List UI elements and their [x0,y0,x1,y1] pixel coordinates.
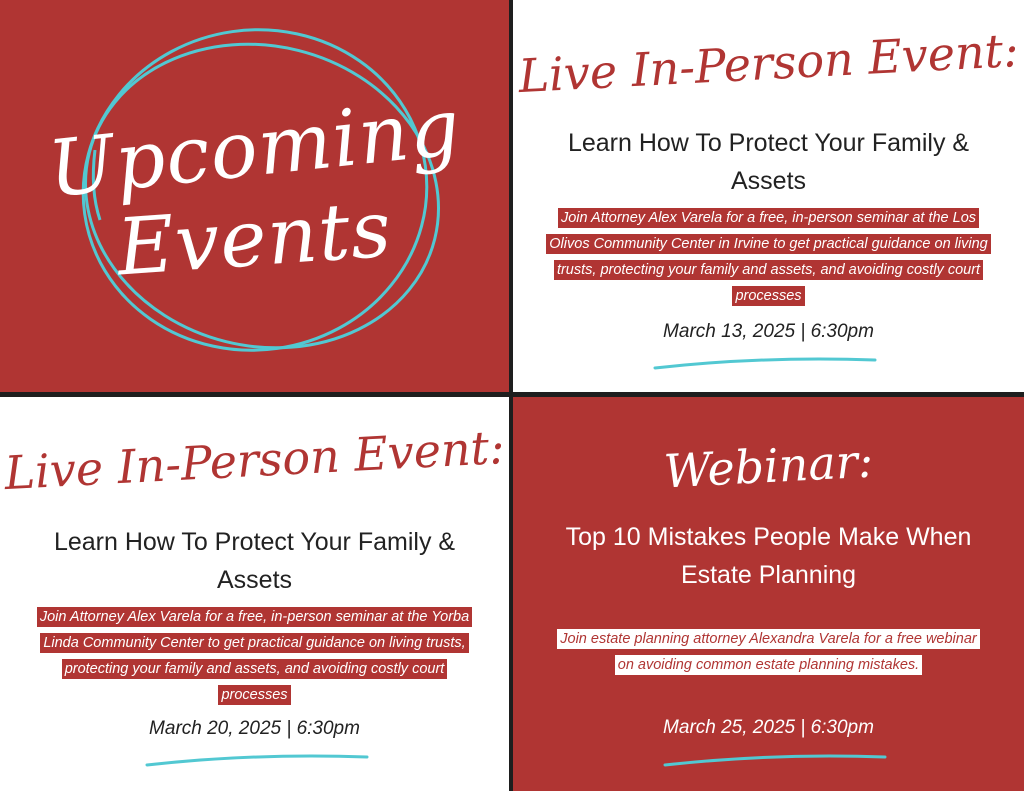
event-date: March 20, 2025 | 6:30pm [149,718,360,739]
event-date: March 13, 2025 | 6:30pm [663,321,874,342]
event-card-irvine [513,0,1024,392]
event-card-yorba-linda [0,397,509,791]
event-kind-label: Webinar: [662,433,875,499]
underline-swoosh-icon [663,749,888,769]
event-title: Learn How To Protect Your Family & Assets [53,528,456,594]
event-kind-label: Live In-Person Event: [3,419,506,501]
event-description: Join estate planning attorney Alexandra Varela for a free webinar on avoiding common estate planning mistakes. [553,626,984,678]
hero-title-events: Events [114,184,395,294]
event-date: March 25, 2025 | 6:30pm [663,717,874,738]
event-title: Learn How To Protect Your Family & Assets [567,129,970,195]
event-description: Join Attorney Alex Varela for a free, in-person seminar at the Yorba Linda Community Center to get practical guidance on living trusts, protecting your family and assets, and avoiding costly court processes [28,604,481,708]
event-description: Join Attorney Alex Varela for a free, in-person seminar at the Los Olivos Community Center in Irvine to get practical guidance on living trusts, protecting your family and assets, and avoiding costly court processes [541,205,996,309]
upcoming-events-panel [0,0,509,392]
underline-swoosh-icon [145,749,370,769]
event-title: Top 10 Mistakes People Make When Estate Planning [565,523,972,589]
event-card-webinar [513,397,1024,791]
underline-swoosh-icon [653,352,878,372]
event-kind-label: Live In-Person Event: [517,22,1020,104]
hero-title-upcoming: Upcoming [44,82,465,216]
